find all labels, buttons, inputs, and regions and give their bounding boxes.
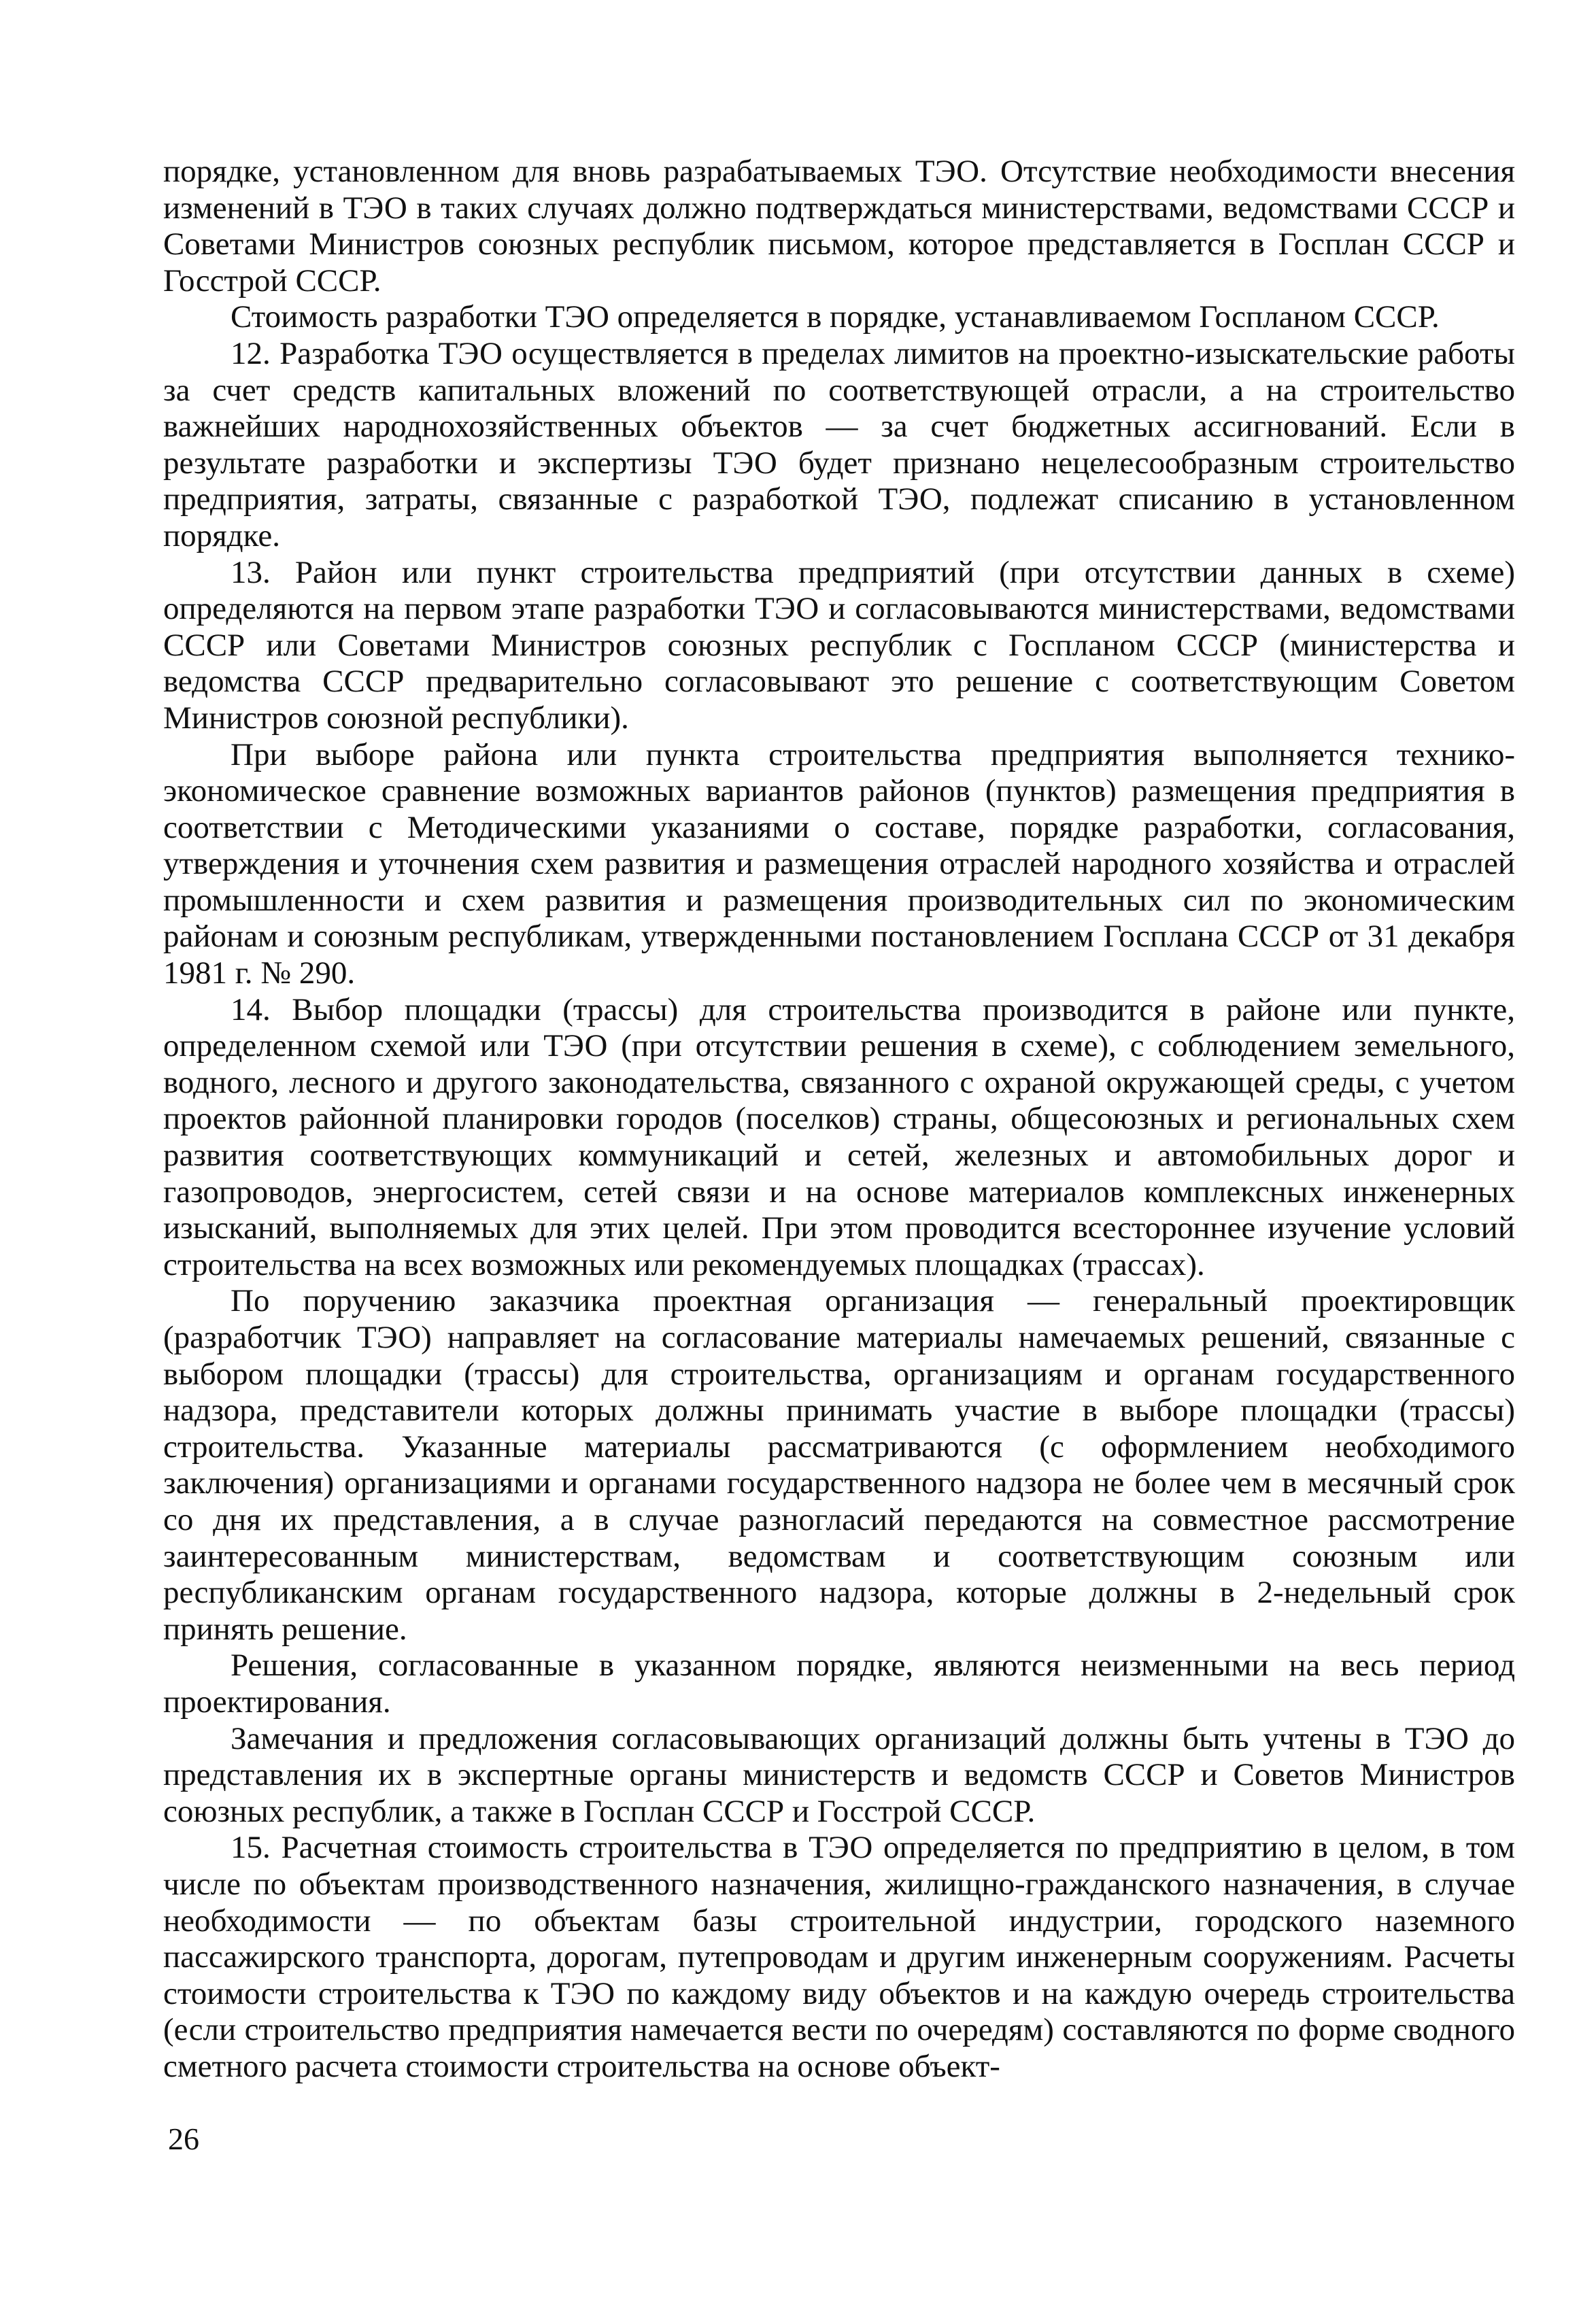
paragraph-continuation: порядке, установленном для вновь разрабатываемых ТЭО. Отсутствие необходимости внесения изменений в ТЭО в таких случаях должно подтверждаться министерствами, ведомствами СССР и Советами Министров союзных республик письмом, которое представляется в Госплан СССР и Госстрой СССР.: [163, 154, 1515, 299]
document-page: [163, 154, 1515, 2085]
page-number: 26: [168, 2121, 199, 2156]
paragraph-item-14: 14. Выбор площадки (трассы) для строительства производится в районе или пункте, определенном схемой или ТЭО (при отсутствии решения в схеме), с соблюдением земельного, водного, лесного и другого законодательства, связанного с охраной окружающей среды, с учетом проектов районной планировки городов (поселков) страны, общесоюзных и региональных схем развития соответствующих коммуникаций и сетей, железных и автомобильных дорог и газопроводов, энергосистем, сетей связи и на основе материалов комплексных инженерных изысканий, выполняемых для этих целей. При этом проводится всестороннее изучение условий строительства на всех возможных или рекомендуемых площадках (трассах).: [163, 991, 1515, 1282]
paragraph-item-13: 13. Район или пункт строительства предприятий (при отсутствии данных в схеме) определяются на первом этапе разработки ТЭО и согласовываются министерствами, ведомствами СССР или Советами Министров союзных республик с Госпланом СССР (министерства и ведомства СССР предварительно согласовывают это решение с соответствующим Советом Министров союзной республики).: [163, 554, 1515, 736]
paragraph-remarks: Замечания и предложения согласовывающих организаций должны быть учтены в ТЭО до представления их в экспертные органы министерств и ведомств СССР и Советов Министров союзных республик, а также в Госплан СССР и Госстрой СССР.: [163, 1720, 1515, 1829]
paragraph-item-12: 12. Разработка ТЭО осуществляется в пределах лимитов на проектно-изыскательские работы за счет средств капитальных вложений по соответствующей отрасли, а на строительство важнейших народнохозяйственных объектов — за счет бюджетных ассигнований. Если в результате разработки и экспертизы ТЭО будет признано нецелесообразным строительство предприятия, затраты, связанные с разработкой ТЭО, подлежат списанию в установленном порядке.: [163, 335, 1515, 553]
paragraph-decisions-unchanged: Решения, согласованные в указанном порядке, являются неизменными на весь период проектирования.: [163, 1648, 1515, 1720]
body-text: [163, 154, 1515, 2085]
paragraph-item-15: 15. Расчетная стоимость строительства в ТЭО определяется по предприятию в целом, в том числе по объектам производственного назначения, жилищно-гражданского назначения, в случае необходимости — по объектам базы строительной индустрии, городского наземного пассажирского транспорта, дорогам, путепроводам и другим инженерным сооружениям. Расчеты стоимости строительства к ТЭО по каждому виду объектов и на каждую очередь строительства (если строительство предприятия намечается вести по очередям) составляются по форме сводного сметного расчета стоимости строительства на основе объект-: [163, 1830, 1515, 2084]
paragraph-site-selection-comparison: При выборе района или пункта строительства предприятия выполняется технико-экономическое сравнение возможных вариантов районов (пунктов) размещения предприятия в соответствии с Методическими указаниями о составе, порядке разработки, согласования, утверждения и уточнения схем развития и размещения отраслей народного хозяйства и отраслей промышленности и схем развития и размещения производительных сил по экономическим районам и союзным республикам, утвержденными постановлением Госплана СССР от 31 декабря 1981 г. № 290.: [163, 736, 1515, 991]
paragraph-customer-instruction: По поручению заказчика проектная организация — генеральный проектировщик (разработчик ТЭО) направляет на согласование материалы намечаемых решений, связанные с выбором площадки (трассы) для строительства, организациям и органам государственного надзора, представители которых должны принимать участие в выборе площадки (трассы) строительства. Указанные материалы рассматриваются (с оформлением необходимого заключения) организациями и органами государственного надзора не более чем в месячный срок со дня их представления, а в случае разногласий передаются на совместное рассмотрение заинтересованным министерствам, ведомствам и соответствующим союзным или республиканским органам государственного надзора, которые должны в 2-недельный срок принять решение.: [163, 1283, 1515, 1647]
paragraph-cost-of-development: Стоимость разработки ТЭО определяется в порядке, устанавливаемом Госпланом СССР.: [231, 299, 1440, 335]
